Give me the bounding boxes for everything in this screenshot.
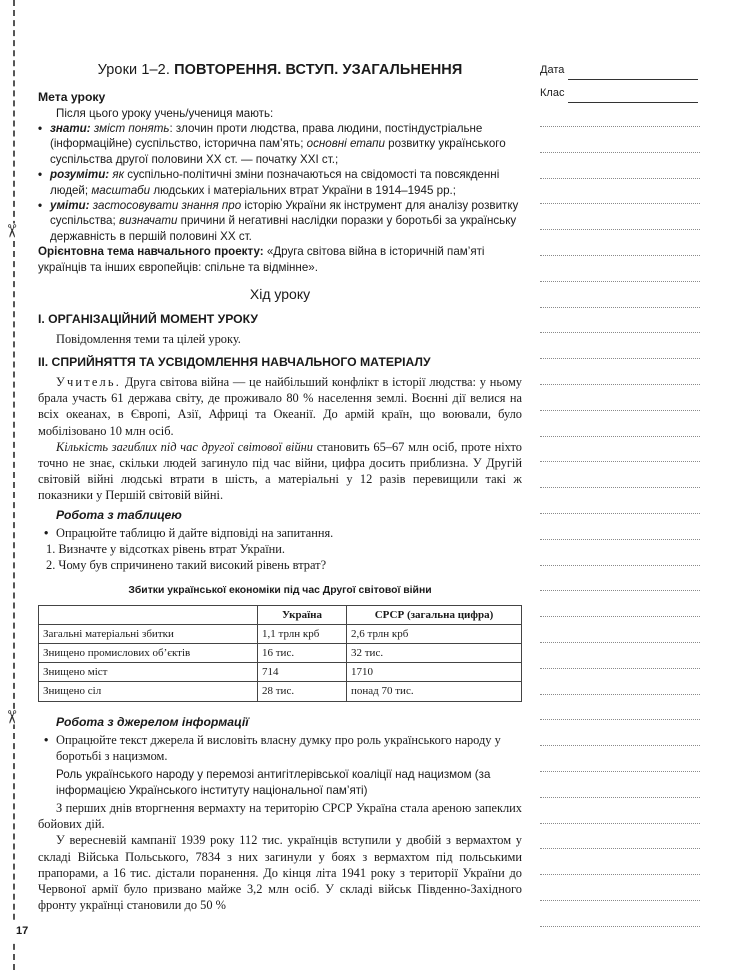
- note-line: [540, 848, 700, 849]
- note-line: [540, 823, 700, 824]
- table-header-cell: [39, 605, 258, 624]
- teacher-paragraph: Учитель. Друга світова війна — це найбільший конфлікт в історії людства: у ньому брала участь 61 держава світу, де проживало 80 % населення землі. Воєнні дії велися на всіх океанах, в Європі, Азії, Африці та Океанії. До армій країн, що воювали, було мобілізовано 10 млн осіб.: [38, 374, 522, 438]
- note-line: [540, 436, 700, 437]
- table-cell: 1710: [347, 663, 522, 682]
- note-line: [540, 797, 700, 798]
- note-line: [540, 771, 700, 772]
- table-cell: Знищено міст: [39, 663, 258, 682]
- note-line: [540, 229, 700, 230]
- goal-item-understand: • розуміти: як суспільно-політичні зміни позначаються на свідомості та повсякденні людей; масштаби людських і матеріальних втрат України в 1914–1945 рр.;: [38, 167, 522, 198]
- date-label: Дата: [540, 64, 565, 76]
- goal-item-know: • знати: зміст понять: злочин проти людства, права людини, постіндустріальне (інформаційне) суспільство, історична пам’ять; основні етапи розвитку українського суспільства другої половини ХХ ст. — початку ХХІ ст.;: [38, 121, 522, 167]
- table-row: [39, 682, 522, 701]
- table-cell: 1,1 трлн крб: [258, 624, 347, 643]
- question-item: 1. Визначте у відсотках рівень втрат України.: [46, 541, 286, 556]
- scissors-icon: ✂: [0, 709, 22, 725]
- note-line: [540, 307, 700, 308]
- table-cell: 2,6 трлн крб: [347, 624, 522, 643]
- note-line: [540, 487, 700, 488]
- course-heading: Хід уроку: [249, 286, 311, 303]
- note-line: [540, 694, 700, 695]
- table-cell: 714: [258, 663, 347, 682]
- note-line: [540, 642, 700, 643]
- note-line: [540, 565, 700, 566]
- date-field[interactable]: [540, 64, 700, 87]
- note-line: [540, 152, 700, 153]
- source-work-heading: Робота з джерелом інформації: [56, 714, 249, 729]
- section-1-heading: I. ОРГАНІЗАЦІЙНИЙ МОМЕНТ УРОКУ: [38, 312, 258, 327]
- casualties-paragraph: Кількість загиблих під час другої світової війни становить 65–67 млн осіб, проте ніхто точно не знає, скільки людей загинуло під час війни, цифра досить приблизна. У Другій світовій війні людські втрати в шість, а матеріальні у 12 разів перевищили такі ж показники у Першій світовій війні.: [38, 439, 522, 503]
- section-1-text: Повідомлення теми та цілей уроку.: [56, 332, 241, 347]
- lesson-content: [38, 62, 522, 913]
- note-line: [540, 461, 700, 462]
- source-paragraph-2: У вересневій кампанії 1939 року 112 тис. українців вступили у двобій з вермахтом у складі Війська Польського, 7834 з них загинули у боях з вермахтом під польськими прапорами, а 16 тис. дістали поранення. До кінця літа 1941 року з території України до Червоної армії було призвано майже 3,2 млн осіб. У складі військ Південно-Західного фронту українці становили до 50 %: [38, 833, 522, 913]
- note-line: [540, 178, 700, 179]
- table-row: [39, 624, 522, 643]
- table-work-bullet: • Опрацюйте таблицю й дайте відповіді на запитання.: [44, 525, 522, 541]
- table-cell: Загальні матеріальні збитки: [39, 624, 258, 643]
- page-number: 17: [12, 922, 78, 940]
- table-cell: понад 70 тис.: [347, 682, 522, 701]
- table-cell: 28 тис.: [258, 682, 347, 701]
- table-header-cell: Україна: [258, 605, 347, 624]
- note-line: [540, 900, 700, 901]
- lesson-title-bold: ПОВТОРЕННЯ. ВСТУП. УЗАГАЛЬНЕННЯ: [174, 62, 463, 78]
- note-line: [540, 281, 700, 282]
- note-line: [540, 539, 700, 540]
- goal-heading: Мета уроку: [38, 90, 106, 105]
- note-line: [540, 384, 700, 385]
- table-row: [39, 663, 522, 682]
- source-work-list: [38, 732, 522, 764]
- lesson-goal: [38, 90, 522, 275]
- notes-sidebar: [540, 64, 700, 110]
- table-title: Збитки української економіки під час Другої світової війни: [128, 585, 432, 597]
- table-questions: [38, 541, 522, 573]
- note-line: [540, 590, 700, 591]
- goal-item-skills: • уміти: застосовувати знання про історію України як інструмент для аналізу розвитку суспільства; визначати причини й негативні наслідки поразки у боротьбі за українську державність в першій половині ХХ ст.: [38, 198, 522, 244]
- table-header-row: [39, 605, 522, 624]
- note-line: [540, 745, 700, 746]
- cut-line: [13, 0, 15, 970]
- note-line: [540, 926, 700, 927]
- class-label: Клас: [540, 87, 565, 99]
- goal-list: [38, 121, 522, 244]
- table-work-heading: Робота з таблицею: [56, 507, 182, 522]
- scissors-icon: ✂: [0, 223, 22, 239]
- note-line: [540, 616, 700, 617]
- note-line: [540, 126, 700, 127]
- note-line: [540, 874, 700, 875]
- note-line: [540, 358, 700, 359]
- note-line: [540, 203, 700, 204]
- question-item: 2. Чому був спричинено такий високий рівень втрат?: [46, 558, 327, 573]
- goal-intro: Після цього уроку учень/учениця мають:: [56, 106, 274, 120]
- source-title: Роль українського народу у перемозі антигітлерівської коаліції над нацизмом (за інформацією Українського інституту національної пам’яті): [56, 768, 491, 797]
- table-cell: 32 тис.: [347, 643, 522, 662]
- note-line: [540, 668, 700, 669]
- section-2-heading: II. СПРИЙНЯТТЯ ТА УСВІДОМЛЕННЯ НАВЧАЛЬНОГО МАТЕРІАЛУ: [38, 354, 431, 369]
- note-line: [540, 719, 700, 720]
- source-paragraph-1: З перших днів вторгнення вермахту на територію СРСР Україна стала ареною запеклих бойових дій.: [38, 800, 522, 832]
- table-work-list: [38, 525, 522, 541]
- table-row: [39, 643, 522, 662]
- note-line: [540, 513, 700, 514]
- table-header-cell: СРСР (загальна цифра): [347, 605, 522, 624]
- class-field[interactable]: [540, 87, 700, 110]
- note-line: [540, 332, 700, 333]
- table-cell: Знищено промислових об’єктів: [39, 643, 258, 662]
- losses-table: [38, 605, 522, 702]
- table-cell: 16 тис.: [258, 643, 347, 662]
- table-cell: Знищено сіл: [39, 682, 258, 701]
- lesson-title: Уроки 1–2. ПОВТОРЕННЯ. ВСТУП. УЗАГАЛЬНЕННЯ: [97, 62, 463, 78]
- note-line: [540, 255, 700, 256]
- note-line: [540, 410, 700, 411]
- project-topic: Орієнтовна тема навчального проекту: «Друга світова війна в історичній пам’яті українців та інших європейців: спільне та відмінне».: [38, 245, 485, 274]
- source-work-bullet: • Опрацюйте текст джерела й висловіть власну думку про роль українського народу у боротьбі з нацизмом.: [44, 732, 522, 764]
